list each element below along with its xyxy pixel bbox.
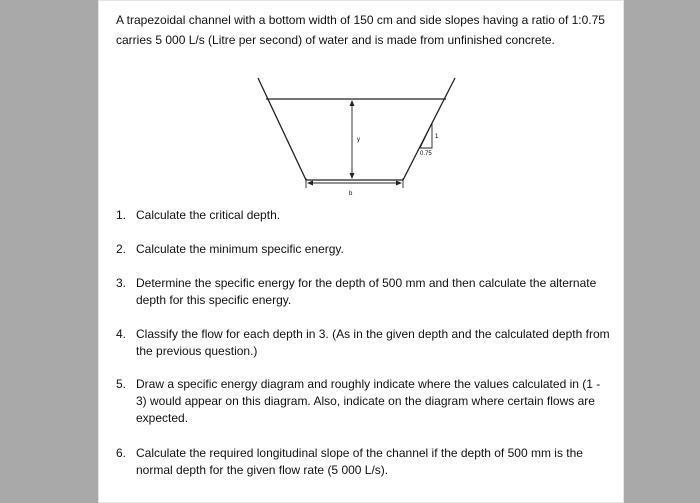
question-number: 2. (116, 242, 127, 256)
document-page (98, 0, 624, 503)
bottom-width-label: b (349, 191, 353, 197)
question-text: Calculate the critical depth. (136, 208, 281, 222)
question-text: Draw a specific energy diagram and roughly indicate where the values calculated in (1 - 3) would appear on this diagram. Also, indicate on the diagram where certain flows are expected. (136, 377, 601, 425)
depth-arrow-bottom (350, 173, 355, 179)
slope-vertical-label: 1 (435, 134, 439, 140)
channel-cross-section (258, 78, 455, 180)
depth-arrow-top (350, 100, 355, 106)
question-number: 1. (116, 208, 127, 222)
bottom-width-arrow-left (307, 181, 313, 186)
problem-statement: A trapezoidal channel with a bottom width of 150 cm and side slopes having a ratio of 1:0.75 carries 5 000 L/s (Litre per second) of water and is made from unfinished concrete. (116, 13, 605, 47)
bottom-width-arrow-right (396, 181, 402, 186)
trapezoidal-channel-diagram (98, 0, 624, 200)
depth-label: y (357, 137, 360, 143)
question-text: Determine the specific energy for the depth of 500 mm and then calculate the alternate depth for this specific energy. (136, 276, 597, 307)
slope-horizontal-label: 0.75 (420, 151, 432, 157)
question-number: 4. (116, 327, 127, 341)
question-number: 6. (116, 446, 127, 460)
question-text: Classify the flow for each depth in 3. (As in the given depth and the calculated depth from the previous question.) (136, 327, 610, 358)
question-number: 5. (116, 377, 127, 391)
side-slope-triangle (420, 123, 432, 148)
question-number: 3. (116, 276, 127, 290)
question-text: Calculate the required longitudinal slope of the channel if the depth of 500 mm is the normal depth for the given flow rate (5 000 L/s). (136, 446, 583, 477)
question-text: Calculate the minimum specific energy. (136, 242, 344, 256)
